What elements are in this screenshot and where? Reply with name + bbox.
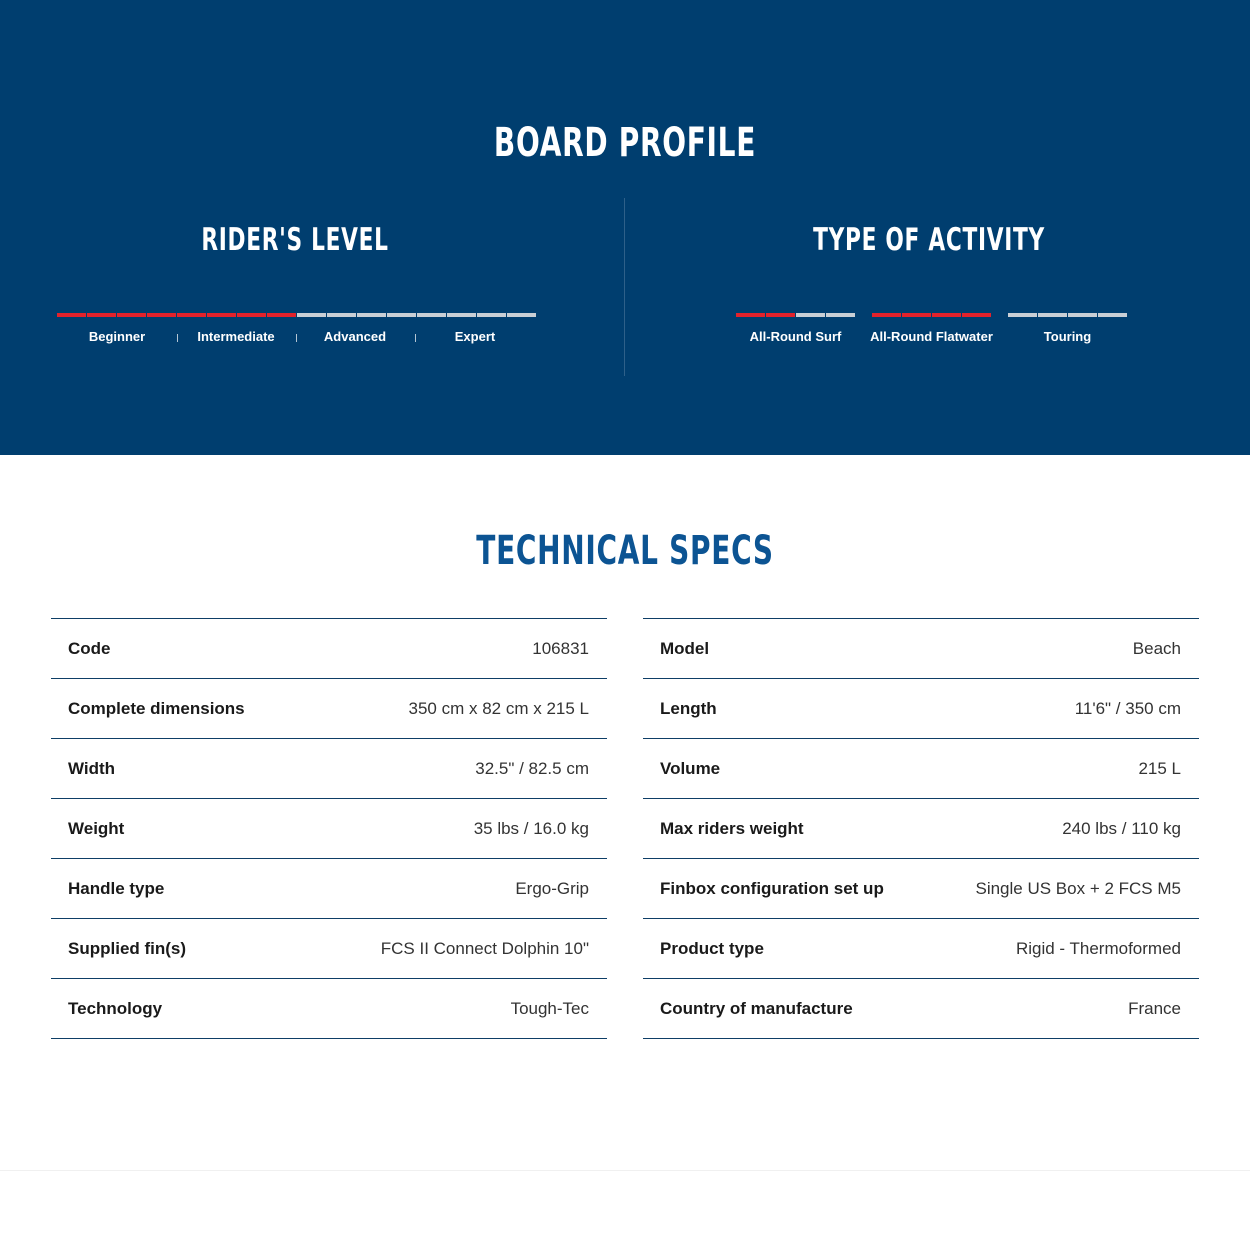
spec-row: [643, 918, 1199, 978]
activity-segment: [1008, 313, 1037, 317]
spec-row: [643, 678, 1199, 738]
level-segment: [477, 313, 506, 317]
activity-segment: [766, 313, 795, 317]
level-segment: [57, 313, 86, 317]
spec-value: FCS II Connect Dolphin 10": [380, 939, 589, 958]
level-segment: [237, 313, 266, 317]
level-segment: [117, 313, 146, 317]
spec-key: Finbox configuration set up: [660, 879, 884, 898]
activity-segment: [962, 313, 991, 317]
spec-row: [51, 858, 607, 918]
spec-value: Ergo-Grip: [515, 879, 589, 898]
level-segment: [357, 313, 386, 317]
spec-row: [51, 978, 607, 1039]
level-segment: [507, 313, 536, 317]
level-segment: [147, 313, 176, 317]
spec-value: Rigid - Thermoformed: [1015, 939, 1181, 958]
spec-value: 35 lbs / 16.0 kg: [473, 819, 589, 838]
activity-segment: [872, 313, 901, 317]
activity-title: TYPE OF ACTIVITY: [813, 222, 1045, 258]
level-segment: [177, 313, 206, 317]
spec-row: [643, 798, 1199, 858]
level-label-expert: Expert: [454, 329, 496, 344]
spec-value: 350 cm x 82 cm x 215 L: [408, 699, 589, 718]
spec-key: Model: [660, 639, 710, 658]
specs-table-right: [643, 618, 1199, 1039]
level-segment: [417, 313, 446, 317]
spec-value: 106831: [532, 639, 589, 658]
spec-row: [51, 618, 607, 678]
spec-key: Length: [660, 699, 717, 718]
level-tick: [296, 334, 297, 342]
footer-divider: [0, 1170, 1250, 1171]
spec-key: Complete dimensions: [68, 699, 245, 718]
activity-segment: [932, 313, 961, 317]
spec-row: [643, 738, 1199, 798]
level-segment: [267, 313, 296, 317]
level-tick: [177, 334, 178, 342]
column-divider: [624, 198, 625, 376]
board-profile-section: [0, 0, 1250, 455]
spec-value: Beach: [1132, 639, 1181, 658]
level-segment: [447, 313, 476, 317]
spec-key: Handle type: [68, 879, 165, 898]
level-segment: [387, 313, 416, 317]
activity-segment: [1038, 313, 1067, 317]
level-label-intermediate: Intermediate: [197, 329, 275, 344]
spec-key: Product type: [660, 939, 764, 958]
spec-value: Single US Box + 2 FCS M5: [975, 879, 1181, 898]
activity-label: All-Round Surf: [749, 329, 842, 344]
spec-row: [51, 918, 607, 978]
spec-value: 240 lbs / 110 kg: [1062, 819, 1181, 838]
level-segment: [87, 313, 116, 317]
spec-key: Max riders weight: [660, 819, 804, 838]
activity-segment: [1098, 313, 1127, 317]
spec-key: Width: [68, 759, 116, 778]
activity-segment: [736, 313, 765, 317]
level-segment: [207, 313, 236, 317]
level-label-beginner: Beginner: [88, 329, 146, 344]
spec-key: Technology: [68, 999, 163, 1018]
level-tick: [415, 334, 416, 342]
spec-row: [51, 738, 607, 798]
spec-row: [51, 798, 607, 858]
spec-key: Supplied fin(s): [68, 939, 187, 958]
spec-value: France: [1128, 999, 1181, 1018]
spec-key: Code: [68, 639, 111, 658]
spec-value: Tough-Tec: [510, 999, 589, 1018]
spec-key: Weight: [68, 819, 125, 838]
level-segment: [327, 313, 356, 317]
specs-table-left: [51, 618, 607, 1039]
activity-segment: [796, 313, 825, 317]
spec-value: 215 L: [1138, 759, 1181, 778]
spec-value: 32.5" / 82.5 cm: [475, 759, 589, 778]
spec-key: Country of manufacture: [660, 999, 853, 1018]
activity-label: All-Round Flatwater: [870, 329, 993, 344]
riders-level-title: RIDER'S LEVEL: [201, 222, 389, 258]
spec-row: [51, 678, 607, 738]
activity-segment: [826, 313, 855, 317]
spec-row: [643, 618, 1199, 678]
activity-segment: [1068, 313, 1097, 317]
level-segment: [297, 313, 326, 317]
spec-value: 11'6" / 350 cm: [1074, 699, 1181, 718]
spec-key: Volume: [660, 759, 721, 778]
spec-row: [643, 978, 1199, 1039]
activity-segment: [902, 313, 931, 317]
spec-row: [643, 858, 1199, 918]
level-label-advanced: Advanced: [323, 329, 387, 344]
board-profile-title: BOARD PROFILE: [493, 120, 757, 166]
technical-specs-title: TECHNICAL SPECS: [476, 528, 774, 574]
activity-label: Touring: [1043, 329, 1092, 344]
